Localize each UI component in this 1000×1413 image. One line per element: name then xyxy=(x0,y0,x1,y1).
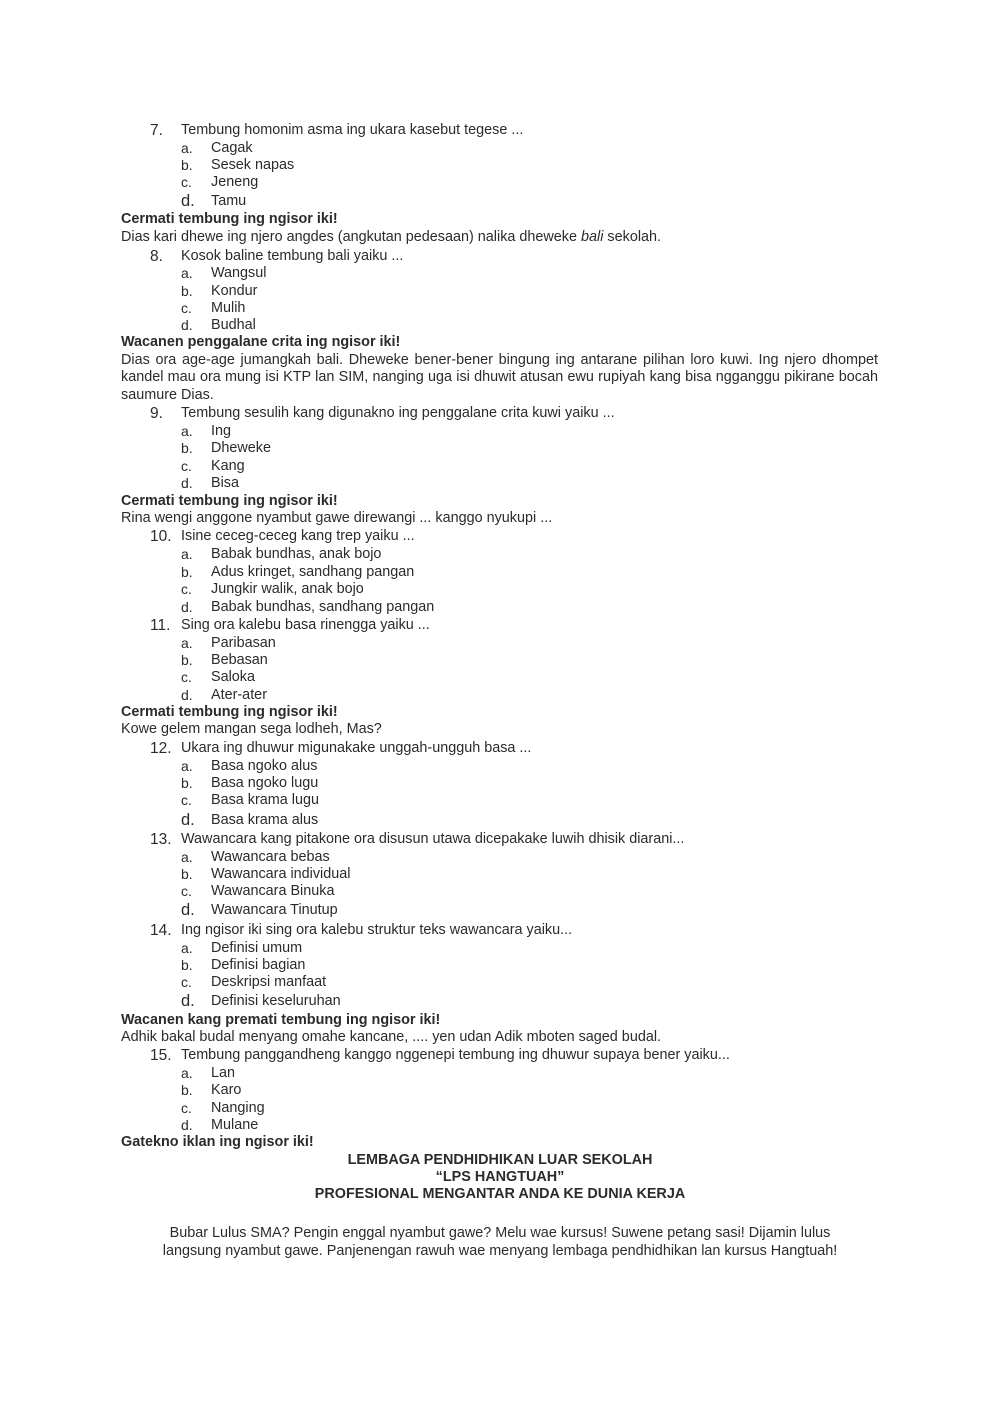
question-number: 14. xyxy=(150,922,172,939)
option-text: Nanging xyxy=(211,1100,265,1116)
option-letter: b. xyxy=(181,564,193,580)
option-text: Definisi umum xyxy=(211,940,303,956)
option-text: Paribasan xyxy=(211,635,276,651)
option-letter: c. xyxy=(181,458,192,474)
option-text: Mulane xyxy=(211,1117,259,1133)
section-text xyxy=(121,229,661,246)
ad-body: Bubar Lulus SMA? Pengin enggal nyambut gawe? Melu wae kursus! Suwene petang sasi! Dijamin lulus langsung nyambut gawe. Panjenengan rawuh wae menyang lembaga pendhidhikan lan kursus Hangtuah! xyxy=(162,1225,838,1259)
option-text: Wawancara bebas xyxy=(211,849,330,865)
option-text: Babak bundhas, sandhang pangan xyxy=(211,599,435,615)
option-text: Sesek napas xyxy=(211,157,295,173)
option-text: Wangsul xyxy=(211,265,267,281)
option-letter: c. xyxy=(181,792,192,808)
option-text: Saloka xyxy=(211,669,256,685)
option-letter: d. xyxy=(181,317,193,333)
option-letter: c. xyxy=(181,174,192,190)
option-text: Jungkir walik, anak bojo xyxy=(211,581,364,597)
option-text: Kondur xyxy=(211,283,258,299)
option-text: Kang xyxy=(211,458,245,474)
question-text: Tembung sesulih kang digunakno ing penggalane crita kuwi yaiku ... xyxy=(181,405,615,421)
question-number: 9. xyxy=(150,405,163,422)
option-letter: d. xyxy=(181,1117,193,1133)
option-text: Wawancara Binuka xyxy=(211,883,335,899)
ad-title-line-2: “LPS HANGTUAH” xyxy=(435,1169,565,1185)
option-text: Basa krama alus xyxy=(211,812,319,828)
option-letter: b. xyxy=(181,1082,193,1098)
question-text: Wawancara kang pitakone ora disusun utawa dicepakake luwih dhisik diarani... xyxy=(181,831,685,847)
question-text: Kosok baline tembung bali yaiku ... xyxy=(181,248,404,264)
option-letter: d. xyxy=(181,992,195,1010)
option-text: Definisi keseluruhan xyxy=(211,993,341,1009)
option-letter: c. xyxy=(181,581,192,597)
option-letter: b. xyxy=(181,866,193,882)
option-text: Cagak xyxy=(211,140,253,156)
option-letter: c. xyxy=(181,300,192,316)
option-letter: b. xyxy=(181,652,193,668)
option-letter: b. xyxy=(181,775,193,791)
option-letter: d. xyxy=(181,599,193,615)
option-letter: b. xyxy=(181,440,193,456)
section-text: Adhik bakal budal menyang omahe kancane, .... yen udan Adik mboten saged budal. xyxy=(121,1029,662,1045)
option-letter: a. xyxy=(181,758,193,774)
option-letter: d. xyxy=(181,687,193,703)
option-letter: d. xyxy=(181,192,195,210)
question-text: Ukara ing dhuwur migunakake unggah-ungguh basa ... xyxy=(181,740,532,756)
option-text: Deskripsi manfaat xyxy=(211,974,327,990)
option-text: Basa krama lugu xyxy=(211,792,319,808)
option-letter: c. xyxy=(181,1100,192,1116)
question-text: Tembung panggandheng kanggo nggenepi tembung ing dhuwur supaya bener yaiku... xyxy=(181,1047,730,1063)
option-text: Basa ngoko lugu xyxy=(211,775,319,791)
question-text: Isine ceceg-ceceg kang trep yaiku ... xyxy=(181,528,415,544)
option-text: Wawancara Tinutup xyxy=(211,902,338,918)
question-number: 13. xyxy=(150,831,172,848)
option-letter: c. xyxy=(181,883,192,899)
option-text: Dheweke xyxy=(211,440,271,456)
option-text: Babak bundhas, anak bojo xyxy=(211,546,382,562)
section-text-italic: bali xyxy=(581,229,604,245)
option-text: Wawancara individual xyxy=(211,866,351,882)
option-text: Tamu xyxy=(211,193,247,209)
option-text: Bebasan xyxy=(211,652,268,668)
option-text: Lan xyxy=(211,1065,236,1081)
option-letter: a. xyxy=(181,423,193,439)
question-text: Ing ngisor iki sing ora kalebu struktur teks wawancara yaiku... xyxy=(181,922,573,938)
option-letter: c. xyxy=(181,974,192,990)
option-letter: a. xyxy=(181,1065,193,1081)
section-heading: Cermati tembung ing ngisor iki! xyxy=(121,493,338,509)
question-number: 12. xyxy=(150,740,172,757)
section-heading: Wacanen kang premati tembung ing ngisor iki! xyxy=(121,1012,441,1028)
question-number: 15. xyxy=(150,1047,172,1064)
section-text-part: Dias kari dhewe ing njero angdes (angkutan pedesaan) nalika dheweke xyxy=(121,229,582,245)
option-letter: a. xyxy=(181,940,193,956)
question-number: 11. xyxy=(150,617,171,634)
question-number: 7. xyxy=(150,122,163,139)
ad-title-line-3: PROFESIONAL MENGANTAR ANDA KE DUNIA KERJA xyxy=(314,1186,686,1202)
option-letter: b. xyxy=(181,283,193,299)
section-heading: Cermati tembung ing ngisor iki! xyxy=(121,704,338,720)
section-text-part: sekolah. xyxy=(603,229,662,245)
section-heading: Gatekno iklan ing ngisor iki! xyxy=(121,1134,314,1150)
option-text: Jeneng xyxy=(211,174,259,190)
option-letter: a. xyxy=(181,546,193,562)
question-text: Sing ora kalebu basa rinengga yaiku ... xyxy=(181,617,430,633)
section-text: Rina wengi anggone nyambut gawe direwangi ... kanggo nyukupi ... xyxy=(121,510,553,526)
option-letter: b. xyxy=(181,957,193,973)
option-text: Karo xyxy=(211,1082,242,1098)
section-text: Kowe gelem mangan sega lodheh, Mas? xyxy=(121,721,382,737)
option-text: Bisa xyxy=(211,475,239,491)
option-text: Ing xyxy=(211,423,232,439)
section-heading: Wacanen penggalane crita ing ngisor iki! xyxy=(121,334,401,350)
question-number: 10. xyxy=(150,528,172,545)
option-text: Definisi bagian xyxy=(211,957,306,973)
option-text: Mulih xyxy=(211,300,246,316)
option-letter: a. xyxy=(181,140,193,156)
option-letter: a. xyxy=(181,635,193,651)
section-heading: Cermati tembung ing ngisor iki! xyxy=(121,211,338,227)
option-letter: d. xyxy=(181,475,193,491)
option-letter: b. xyxy=(181,157,193,173)
question-number: 8. xyxy=(150,248,163,265)
option-letter: a. xyxy=(181,265,193,281)
option-letter: d. xyxy=(181,901,195,919)
question-text: Tembung homonim asma ing ukara kasebut tegese ... xyxy=(181,122,524,138)
section-paragraph: Dias ora age-age jumangkah bali. Dheweke bener-bener bingung ing antarane pilihan loro kuwi. Ing njero dhompet kandel mau ora mung isi KTP lan SIM, nanging uga isi dhuwit atusan ewu rupiyah kang bisa ngganggu pikirane bocah saumure Dias. xyxy=(121,352,878,403)
option-text: Budhal xyxy=(211,317,256,333)
option-letter: d. xyxy=(181,811,195,829)
option-text: Ater-ater xyxy=(211,687,267,703)
option-letter: c. xyxy=(181,669,192,685)
option-text: Basa ngoko alus xyxy=(211,758,318,774)
option-letter: a. xyxy=(181,849,193,865)
option-text: Adus kringet, sandhang pangan xyxy=(211,564,415,580)
ad-title-line-1: LEMBAGA PENDHIDHIKAN LUAR SEKOLAH xyxy=(347,1152,653,1168)
